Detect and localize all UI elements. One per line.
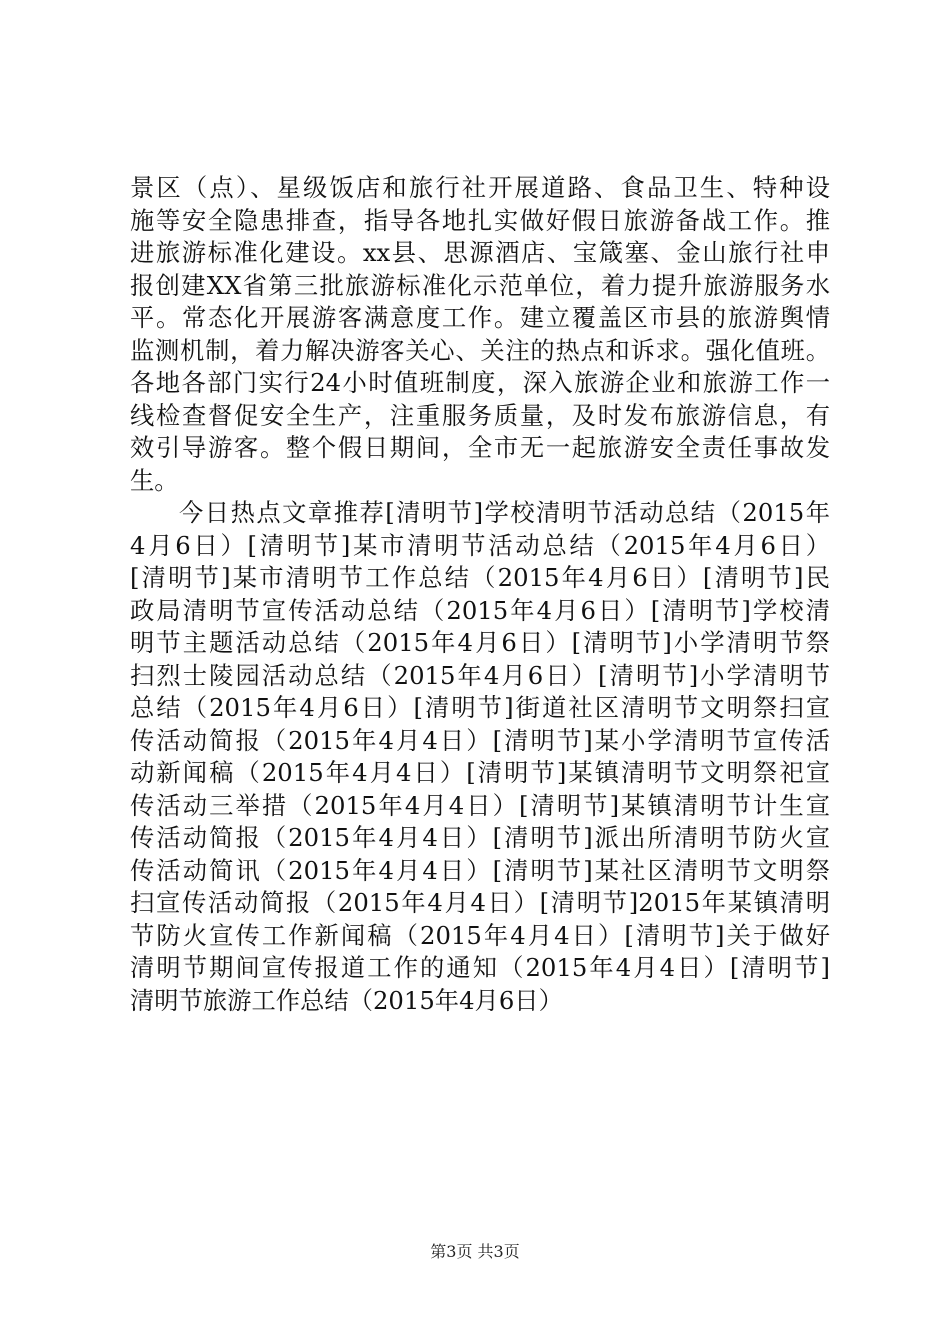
- text-line: 传活动简报（2015年4月4日）[清明节]派出所清明节防火宣: [130, 823, 830, 852]
- text-line: 平。常态化开展游客满意度工作。建立覆盖区市县的旅游舆情: [130, 303, 830, 332]
- text-line: 报创建XX省第三批旅游标准化示范单位，着力提升旅游服务水: [130, 270, 830, 300]
- text-line: 传活动简报（2015年4月4日）[清明节]某小学清明节宣传活: [130, 725, 830, 755]
- text-line: 清明节旅游工作总结（2015年4月6日）: [130, 985, 563, 1015]
- text-line: 4月6日）[清明节]某市清明节活动总结（2015年4月6日）: [130, 530, 830, 560]
- text-line: 动新闻稿（2015年4月4日）[清明节]某镇清明节文明祭祀宣: [130, 758, 830, 787]
- text-line: 景区（点）、星级饭店和旅行社开展道路、食品卫生、特种设: [130, 173, 830, 202]
- text-line: 传活动三举措（2015年4月4日）[清明节]某镇清明节计生宣: [130, 790, 830, 820]
- text-line: 今日热点文章推荐[清明节]学校清明节活动总结（2015年: [179, 498, 830, 527]
- text-line: 清明节期间宣传报道工作的通知（2015年4月4日）[清明节]: [130, 953, 830, 982]
- text-line: 总结（2015年4月6日）[清明节]街道社区清明节文明祭扫宣: [130, 693, 830, 722]
- text-line: 各地各部门实行24小时值班制度，深入旅游企业和旅游工作一: [130, 368, 830, 397]
- text-line: 扫宣传活动简报（2015年4月4日）[清明节]2015年某镇清明: [130, 888, 830, 917]
- text-line: 进旅游标准化建设。xx县、思源酒店、宝箴塞、金山旅行社申: [130, 238, 830, 267]
- text-line: 生。: [130, 465, 179, 495]
- paragraph-recommended-articles: [130, 497, 830, 1017]
- text-line: 线检查督促安全生产，注重服务质量，及时发布旅游信息，有: [130, 400, 830, 430]
- text-line: 节防火宣传工作新闻稿（2015年4月4日）[清明节]关于做好: [130, 920, 830, 950]
- text-line: 效引导游客。整个假日期间，全市无一起旅游安全责任事故发: [130, 433, 830, 462]
- document-body: [130, 172, 830, 1017]
- text-line: 传活动简讯（2015年4月4日）[清明节]某社区清明节文明祭: [130, 855, 830, 885]
- text-line: 明节主题活动总结（2015年4月6日）[清明节]小学清明节祭: [130, 628, 830, 657]
- text-line: 监测机制，着力解决游客关心、关注的热点和诉求。强化值班。: [130, 335, 830, 365]
- text-line: 施等安全隐患排查，指导各地扎实做好假日旅游备战工作。推: [130, 205, 830, 235]
- page-footer: [0, 1242, 950, 1262]
- text-line: [清明节]某市清明节工作总结（2015年4月6日）[清明节]民: [130, 563, 830, 592]
- text-line: 政局清明节宣传活动总结（2015年4月6日）[清明节]学校清: [130, 595, 830, 625]
- page-number-label: 第3页 共3页: [430, 1242, 520, 1261]
- text-line: 扫烈士陵园活动总结（2015年4月6日）[清明节]小学清明节: [130, 660, 830, 690]
- paragraph-tourism-safety: [130, 172, 830, 497]
